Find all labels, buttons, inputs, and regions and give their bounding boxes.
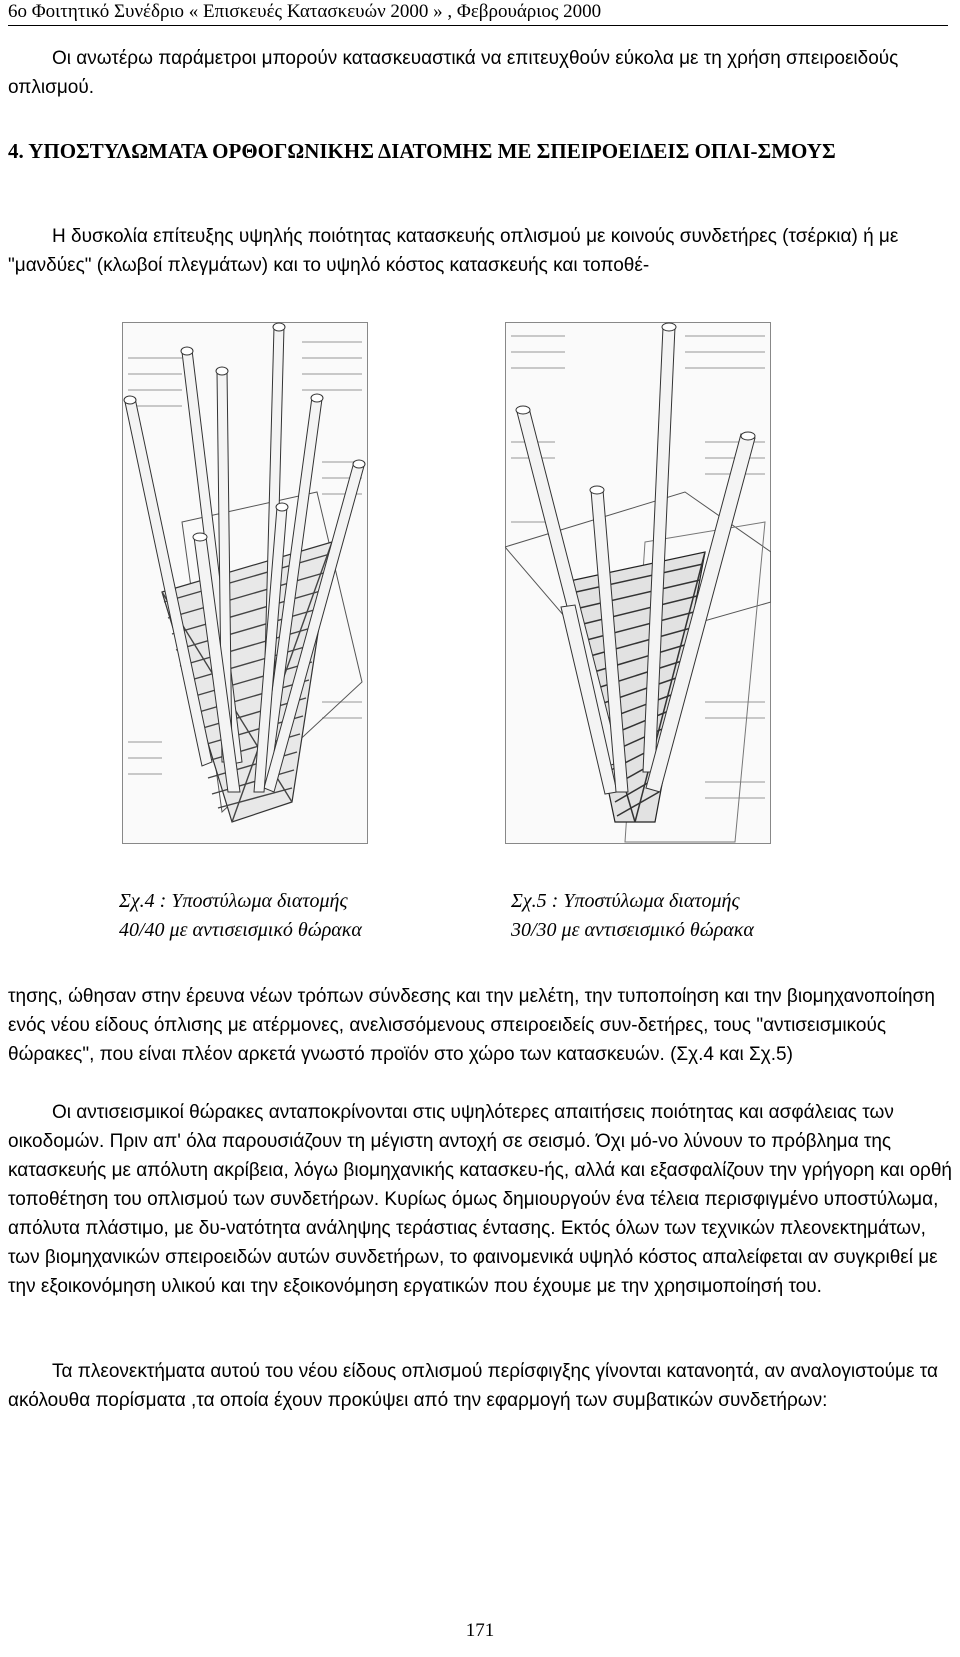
page-number: 171 [465,1620,495,1641]
paragraph-2: Οι αντισεισμικοί θώρακες ανταποκρίνονται στις υψηλότερες απαιτήσεις ποιότητας και ασφάλειας των οικοδομών. Πριν απ' όλα παρουσιάζουν τη μέγιστη αντοχή σε σεισμό. Όχι μό-νο λύνουν το πρόβλημα της κατασκευής με απόλυτη ακρίβεια, λόγω βιομηχανικής κατασκευ-ής, αλλά και εξασφαλίζουν την γρήγορη και ορθή τοποθέτηση του οπλισμού των συνδετήρων. Κυρίως όμως δημιουργούν ένα τέλεια περισφιγμένο υποστύλωμα, απόλυτα πλάστιμο, με δυ-νατότητα ανάληψης τεράστιας έντασης. Εκτός όλων των τεχνικών πλεονεκτημάτων, των βιομηχανικών σπειροειδών αυτών συνδετήρων, το φαινομενικά υψηλό κόστος απαλείφεται αν συγκριθεί με την εξοικονόμηση υλικού και την εξοικονόμηση εργατικών που έχουμε με την χρησιμοποίησή του. [8,1102,952,1297]
column-40x40-drawing [122,322,368,844]
figure-5-caption [511,887,754,945]
figure-5-caption-line-2: 30/30 με αντισεισμικό θώρακα [511,919,754,941]
running-header: 6ο Φοιτητικό Συνέδριο « Επισκευές Κατασκευών 2000 » , Φεβρουάριος 2000 [8,0,948,26]
figure-4-image [122,322,368,844]
figure-4-caption-line-1: Σχ.4 : Υποστύλωμα διατομής [119,890,348,912]
intro-paragraph: Οι ανωτέρω παράμετροι μπορούν κατασκευαστικά να επιτευχθούν εύκολα με τη χρήση σπειροειδούς οπλισμού. [8,48,899,98]
section-heading: 4. ΥΠΟΣΤΥΛΩΜΑΤΑ ΟΡΘΟΓΩΝΙΚΗΣ ΔΙΑΤΟΜΗΣ ΜΕ ΣΠΕΙΡΟΕΙΔΕΙΣ ΟΠΛΙ-ΣΜΟΥΣ [8,139,836,163]
figure-5-caption-line-1: Σχ.5 : Υποστύλωμα διατομής [511,890,740,912]
figure-4-caption-line-2: 40/40 με αντισεισμικό θώρακα [119,919,362,941]
paragraph-3: Τα πλεονεκτήματα αυτού του νέου είδους οπλισμού περίσφιγξης γίνονται κατανοητά, αν αναλογιστούμε τα ακόλουθα πορίσματα ,τα οποία έχουν προκύψει από την εφαρμογή των συμβατικών συνδετήρων: [8,1361,938,1411]
figure-4-caption [119,887,362,945]
paragraph-1-end: τησης, ώθησαν στην έρευνα νέων τρόπων σύνδεσης και την μελέτη, την τυποποίηση και την βιομηχανοποίηση ενός νέου είδους όπλισης με ατέρμονες, ανελισσόμενους σπειροειδείς συν-δετήρες, τους "αντισεισμικούς θώρακες", που είναι πλέον αρκετά γνωστό προϊόν στο χώρο των κατασκευών. (Σχ.4 και Σχ.5) [8,986,935,1065]
figure-5-image [505,322,771,844]
column-30x30-drawing [505,322,771,844]
paragraph-1-start: Η δυσκολία επίτευξης υψηλής ποιότητας κατασκευής οπλισμού με κοινούς συνδετήρες (τσέρκια) ή με "μανδύες" (κλωβοί πλεγμάτων) και το υψηλό κόστος κατασκευής και τοποθέ- [8,226,899,276]
